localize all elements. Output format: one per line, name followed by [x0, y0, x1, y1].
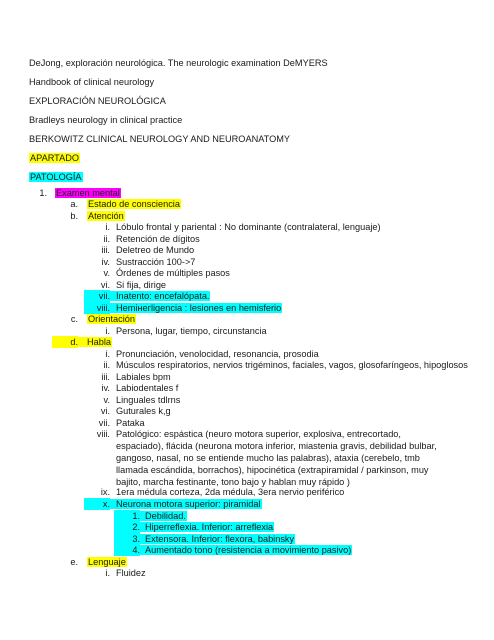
list-item-label: Extensora. Inferior: flexora, babinsky	[140, 534, 295, 544]
list-marker: viii.	[96, 429, 110, 439]
list-marker: vii.	[98, 418, 110, 428]
list-marker: vi.	[100, 406, 110, 416]
list-marker: 1.	[114, 510, 140, 522]
list-item-label: Examen mental	[56, 188, 120, 198]
list-item-label: 1era médula corteza, 2da médula, 3era nervio periférico	[116, 487, 345, 497]
list-marker: iv.	[101, 257, 110, 267]
list-marker: ii.	[103, 234, 110, 244]
list-marker: c.	[70, 314, 78, 324]
list-item-label: Retención de dígitos	[116, 234, 200, 244]
list-marker: vii.	[84, 290, 110, 302]
list-item-label: Sustracción 100->7	[116, 257, 196, 267]
list-marker: i.	[105, 222, 110, 232]
list-marker: vi.	[100, 280, 110, 290]
list-item-label: Inatento: encefalópata.	[110, 291, 210, 301]
list-item-label: Atención	[88, 211, 124, 221]
list-item-label: Habla	[78, 337, 112, 347]
list-item-label: Órdenes de múltiples pasos	[116, 268, 230, 278]
list-item-label: Linguales tdlrns	[116, 395, 181, 405]
list-item-label: Labiales bpm	[116, 372, 171, 382]
list-marker: i.	[105, 349, 110, 359]
list-marker: 1.	[39, 188, 47, 198]
list-marker: b.	[70, 211, 78, 221]
list-marker: i.	[105, 568, 110, 578]
list-marker: viii.	[84, 302, 110, 314]
reference-line: Bradleys neurology in clinical practice	[29, 115, 183, 125]
list-item-label: Lóbulo frontal y pariental : No dominante (contralateral, lenguaje)	[116, 222, 381, 232]
list-marker: ix.	[100, 487, 110, 497]
list-marker: e.	[70, 557, 78, 567]
list-item-label: Persona, lugar, tiempo, circunstancia	[116, 326, 267, 336]
list-item-label: Músculos respiratorios, nervios trigéminos, faciales, vagos, glosofaríngeos, hipoglosos	[116, 360, 468, 370]
list-marker: 2.	[114, 521, 140, 533]
reference-line: BERKOWITZ CLINICAL NEUROLOGY AND NEUROANATOMY	[29, 134, 291, 144]
list-marker: 4.	[114, 544, 140, 556]
list-marker: i.	[105, 326, 110, 336]
list-marker: iv.	[101, 383, 110, 393]
list-marker: v.	[103, 268, 110, 278]
list-marker: a.	[70, 199, 78, 209]
list-item-label: Guturales k,g	[116, 406, 171, 416]
list-item-label: Aumentado tono (resistencia a movimiento pasivo)	[140, 545, 352, 555]
list-marker: v.	[103, 395, 110, 405]
list-item-label: Hiperreflexia. Inferior: arreflexia	[140, 522, 274, 532]
list-item-label: Debilidad.	[140, 511, 187, 521]
list-item-label: Pataka	[116, 418, 145, 428]
section-heading-apartado	[29, 152, 80, 164]
section-heading-patologia	[29, 171, 83, 183]
list-item-label: Hemінегligencia : lesiones en hemisferio	[110, 303, 282, 313]
list-marker: x.	[84, 498, 110, 510]
list-marker: d.	[52, 336, 78, 348]
list-item-label: Pronunciación, venolocidad, resonancia, prosodia	[116, 349, 319, 359]
reference-line: DeJong, exploración neurológica. The neurologic examination DeMYERS	[29, 58, 328, 68]
reference-line: Handbook of clinical neurology	[29, 77, 155, 87]
list-item-label: Fluidez	[116, 568, 146, 578]
list-item-label: Labiodentales f	[116, 383, 179, 393]
reference-line: EXPLORACIÓN NEUROLÓGICA	[29, 96, 166, 106]
list-item-label: Neurona motora superior: piramidal	[110, 499, 262, 509]
list-marker: iii.	[101, 372, 110, 382]
list-item-label: Deletreo de Mundo	[116, 245, 195, 255]
list-item-label: Lenguaje	[88, 557, 126, 567]
list-item-label: Patológico: espástica (neuro motora superior, explosiva, entrecortado, espaciado), flácida (neurona motora inferior, miastenia gravis, debilidad bulbar, gangoso, nasal, no se entiende mucho las palabras), ataxia (cerebelo, tmb llamada escándida, borrachos), hipocinética (extrapiramidal / parkinson, muy bajito, marcha festinante, tono bajo y hablan muy rápido )	[116, 429, 437, 487]
list-marker: iii.	[101, 245, 110, 255]
highlight: PATOLOGÍA	[30, 172, 82, 182]
list-marker: ii.	[103, 360, 110, 370]
list-item-label: Estado de consciencia	[88, 199, 180, 209]
list-marker: 3.	[114, 533, 140, 545]
list-item-label: Si fija, dirige	[116, 280, 167, 290]
highlight: APARTADO	[30, 153, 80, 163]
list-item-label: Orientación	[88, 314, 135, 324]
